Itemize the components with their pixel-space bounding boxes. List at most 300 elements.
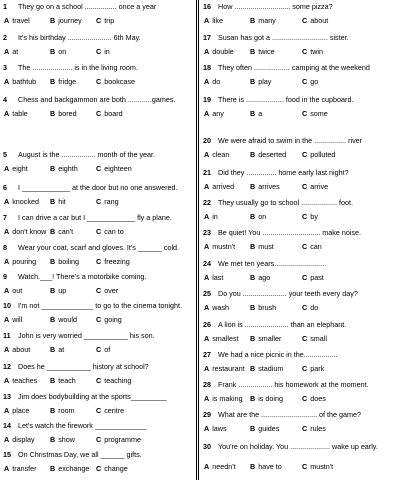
answer-option[interactable]	[50, 77, 76, 86]
answer-option[interactable]	[250, 109, 262, 118]
question-item	[200, 259, 401, 287]
answer-option[interactable]	[204, 109, 224, 118]
answer-option[interactable]	[204, 394, 243, 403]
question-text: Be quiet! You ............................. make noise.	[218, 228, 362, 237]
option-text: teaching	[104, 376, 132, 385]
answer-option[interactable]	[204, 150, 229, 159]
question-item	[0, 2, 195, 30]
question-text: Do you ...................... your teeth every day?	[218, 289, 358, 298]
answer-option[interactable]	[302, 462, 333, 471]
answer-option[interactable]	[250, 150, 286, 159]
option-letter: A	[4, 435, 10, 444]
answer-options	[202, 364, 401, 373]
question-item	[200, 380, 401, 408]
answer-option[interactable]	[96, 164, 132, 173]
answer-option[interactable]	[250, 47, 275, 56]
option-text: guides	[258, 424, 280, 433]
question-item	[200, 410, 401, 438]
answer-option[interactable]	[50, 406, 75, 415]
option-text: do	[310, 303, 319, 312]
option-letter: C	[96, 16, 102, 25]
answer-option[interactable]	[204, 212, 218, 221]
option-letter: B	[250, 334, 256, 343]
answer-options	[202, 150, 401, 159]
option-text: hit	[58, 197, 66, 206]
option-text: twin	[310, 47, 323, 56]
question-number: 13	[3, 392, 11, 401]
option-letter: B	[250, 182, 256, 191]
answer-options	[2, 77, 195, 86]
option-text: room	[58, 406, 75, 415]
answer-option[interactable]	[96, 109, 123, 118]
question-number: 19	[203, 95, 211, 104]
option-letter: C	[302, 334, 308, 343]
question-text: Did they ............... home early last night?	[218, 168, 349, 177]
question-item	[0, 150, 195, 178]
option-text: some	[310, 109, 328, 118]
answer-option[interactable]	[96, 464, 128, 473]
option-text: show	[58, 435, 75, 444]
answer-option[interactable]	[4, 77, 36, 86]
option-text: of	[104, 345, 111, 354]
option-text: can to	[104, 227, 124, 236]
question-text: Let's watch the firework _____________	[18, 421, 147, 430]
option-letter: C	[302, 242, 308, 251]
option-text: programme	[104, 435, 141, 444]
option-letter: B	[250, 462, 256, 471]
option-text: rang	[104, 197, 119, 206]
option-letter: A	[4, 286, 10, 295]
answer-options	[202, 462, 401, 471]
question-number: 8	[3, 243, 7, 252]
answer-option[interactable]	[204, 462, 236, 471]
question-text: Wear your coat, scarf and gloves. It's ______ cold.	[18, 243, 180, 252]
option-letter: C	[96, 197, 102, 206]
option-text: exchange	[58, 464, 90, 473]
option-text: change	[104, 464, 128, 473]
option-letter: C	[302, 16, 308, 25]
option-letter: C	[96, 257, 102, 266]
answer-option[interactable]	[50, 257, 79, 266]
answer-option[interactable]	[4, 197, 39, 206]
option-letter: B	[50, 406, 56, 415]
answer-option[interactable]	[50, 376, 76, 385]
answer-options	[202, 424, 401, 433]
option-letter: A	[204, 303, 210, 312]
option-letter: A	[4, 164, 10, 173]
answer-option[interactable]	[4, 315, 22, 324]
option-text: knocked	[12, 197, 39, 206]
option-text: display	[12, 435, 35, 444]
answer-options	[2, 464, 195, 473]
option-text: brush	[258, 303, 277, 312]
option-letter: C	[302, 109, 308, 118]
option-letter: A	[4, 227, 10, 236]
option-letter: B	[250, 77, 256, 86]
answer-option[interactable]	[302, 77, 318, 86]
answer-option[interactable]	[302, 109, 328, 118]
option-letter: C	[302, 77, 308, 86]
option-text: smallest	[212, 334, 239, 343]
answer-option[interactable]	[302, 334, 327, 343]
answer-option[interactable]	[96, 315, 122, 324]
answer-options	[2, 197, 195, 206]
question-number: 16	[203, 2, 211, 11]
option-letter: A	[204, 77, 210, 86]
answer-option[interactable]	[250, 242, 274, 251]
answer-options	[202, 47, 401, 56]
option-text: bored	[58, 109, 77, 118]
option-letter: C	[302, 182, 308, 191]
question-item	[0, 392, 195, 420]
answer-option[interactable]	[302, 212, 318, 221]
option-letter: B	[50, 47, 56, 56]
option-text: go	[310, 77, 319, 86]
option-letter: B	[50, 435, 56, 444]
question-number: 14	[3, 421, 11, 430]
option-text: travel	[12, 16, 30, 25]
answer-option[interactable]	[4, 257, 36, 266]
option-letter: B	[250, 47, 256, 56]
option-text: can	[310, 242, 322, 251]
answer-options	[2, 16, 195, 25]
question-text: We were afraid to swim in the ................ river	[218, 136, 363, 145]
question-number: 21	[203, 168, 211, 177]
answer-option[interactable]	[204, 364, 245, 373]
option-letter: C	[96, 406, 102, 415]
answer-option[interactable]	[204, 424, 227, 433]
option-text: place	[12, 406, 30, 415]
option-text: play	[258, 77, 272, 86]
answer-options	[202, 182, 401, 191]
question-item	[200, 228, 401, 256]
question-item	[200, 33, 401, 61]
answer-option[interactable]	[50, 16, 82, 25]
option-text: restaurant	[212, 364, 245, 373]
option-text: at	[58, 345, 65, 354]
answer-option[interactable]	[302, 273, 324, 282]
answer-option[interactable]	[302, 242, 322, 251]
option-text: over	[104, 286, 119, 295]
answer-options	[202, 394, 401, 403]
answer-option[interactable]	[302, 424, 326, 433]
option-letter: B	[50, 227, 56, 236]
option-text: eighth	[58, 164, 78, 173]
question-text: On Christmas Day, we all ______ gifts.	[18, 450, 142, 459]
answer-option[interactable]	[4, 345, 30, 354]
answer-option[interactable]	[204, 182, 234, 191]
option-letter: B	[50, 286, 56, 295]
option-letter: C	[302, 150, 308, 159]
option-letter: A	[204, 242, 210, 251]
answer-option[interactable]	[302, 182, 328, 191]
option-text: trip	[104, 16, 115, 25]
question-number: 6	[3, 183, 7, 192]
answer-options	[202, 212, 401, 221]
option-letter: B	[250, 424, 256, 433]
option-letter: A	[4, 345, 10, 354]
answer-option[interactable]	[204, 273, 223, 282]
option-text: about	[12, 345, 31, 354]
answer-option[interactable]	[204, 334, 239, 343]
option-text: must	[258, 242, 274, 251]
question-number: 4	[3, 95, 7, 104]
answer-option[interactable]	[50, 197, 66, 206]
question-text: The .................... is in the living room.	[18, 63, 138, 72]
answer-option[interactable]	[96, 286, 118, 295]
answer-options	[2, 47, 195, 56]
answer-option[interactable]	[250, 334, 281, 343]
answer-option[interactable]	[302, 394, 326, 403]
option-text: freezing	[104, 257, 130, 266]
answer-option[interactable]	[250, 212, 266, 221]
answer-option[interactable]	[50, 286, 66, 295]
question-item	[200, 95, 401, 123]
answer-option[interactable]	[96, 77, 135, 86]
option-text: is doing	[258, 394, 283, 403]
answer-option[interactable]	[50, 315, 77, 324]
question-item	[0, 33, 195, 61]
answer-option[interactable]	[250, 182, 280, 191]
option-text: does	[310, 394, 326, 403]
answer-option[interactable]	[204, 77, 220, 86]
option-letter: B	[50, 257, 56, 266]
option-text: will	[12, 315, 23, 324]
answer-options	[2, 257, 195, 266]
question-text: We met ten years..........................	[218, 259, 327, 268]
question-text: They go on a school ................ once a year	[18, 2, 157, 11]
question-number: 12	[3, 362, 11, 371]
answer-option[interactable]	[4, 16, 30, 25]
option-letter: A	[204, 212, 210, 221]
answer-option[interactable]	[302, 16, 328, 25]
question-item	[0, 450, 195, 478]
option-text: can't	[58, 227, 74, 236]
answer-option[interactable]	[204, 16, 223, 25]
option-text: arrives	[258, 182, 280, 191]
answer-options	[2, 376, 195, 385]
question-text: It's his birthday ...................... 6th May.	[18, 33, 141, 42]
answer-option[interactable]	[96, 376, 131, 385]
option-letter: A	[204, 364, 210, 373]
question-item	[200, 198, 401, 226]
answer-option[interactable]	[4, 464, 37, 473]
question-text: You're on holiday. You .................... wake up early.	[218, 442, 378, 451]
question-item	[200, 289, 401, 317]
answer-options	[202, 16, 401, 25]
option-letter: A	[204, 150, 210, 159]
question-number: 25	[203, 289, 211, 298]
option-letter: B	[250, 273, 256, 282]
option-text: bookcase	[104, 77, 135, 86]
option-letter: A	[4, 315, 10, 324]
answer-option[interactable]	[250, 273, 270, 282]
question-text: Jim does bodybuilding at the sports_________	[18, 392, 167, 401]
option-letter: A	[204, 424, 210, 433]
option-letter: C	[302, 364, 308, 373]
question-text: Susan has got a ............................ sister.	[218, 33, 349, 42]
answer-option[interactable]	[302, 364, 324, 373]
answer-option[interactable]	[250, 77, 271, 86]
option-letter: B	[250, 212, 256, 221]
option-letter: A	[4, 109, 10, 118]
option-text: don't know	[12, 227, 47, 236]
question-number: 23	[203, 228, 211, 237]
answer-option[interactable]	[96, 257, 130, 266]
option-text: journey	[58, 16, 82, 25]
option-text: fridge	[58, 77, 77, 86]
answer-options	[202, 334, 401, 343]
answer-option[interactable]	[250, 424, 279, 433]
option-text: past	[310, 273, 324, 282]
option-letter: C	[96, 77, 102, 86]
question-number: 22	[203, 198, 211, 207]
option-letter: B	[50, 315, 56, 324]
option-text: teaches	[12, 376, 38, 385]
question-number: 9	[3, 272, 7, 281]
answer-option[interactable]	[96, 16, 114, 25]
answer-option[interactable]	[4, 435, 35, 444]
option-letter: B	[250, 364, 256, 373]
question-number: 1	[3, 2, 7, 11]
option-text: about	[310, 16, 329, 25]
option-letter: C	[302, 394, 308, 403]
question-text: Chess and backgammon are both ............games.	[18, 95, 176, 104]
answer-option[interactable]	[204, 242, 235, 251]
option-letter: C	[302, 47, 308, 56]
question-number: 11	[3, 331, 11, 340]
answer-option[interactable]	[96, 406, 124, 415]
answer-option[interactable]	[96, 345, 110, 354]
question-text: I'm not _____________ to go to the cinema tonight.	[18, 301, 183, 310]
answer-option[interactable]	[250, 303, 276, 312]
question-text: A lion is ...................... than an elephant.	[218, 320, 347, 329]
option-text: transfer	[12, 464, 37, 473]
question-text: I ____________ at the door but no one answered.	[18, 183, 178, 192]
option-letter: C	[302, 424, 308, 433]
answer-option[interactable]	[50, 164, 78, 173]
answer-option[interactable]	[96, 227, 124, 236]
answer-option[interactable]	[50, 227, 73, 236]
question-item	[200, 2, 401, 30]
answer-option[interactable]	[204, 47, 234, 56]
option-letter: A	[4, 257, 10, 266]
option-letter: B	[50, 77, 56, 86]
option-letter: B	[50, 464, 56, 473]
option-letter: B	[50, 197, 56, 206]
option-letter: B	[50, 109, 56, 118]
question-number: 17	[203, 33, 211, 42]
answer-option[interactable]	[50, 464, 89, 473]
option-text: twice	[258, 47, 275, 56]
answer-options	[2, 315, 195, 324]
answer-options	[2, 164, 195, 173]
option-text: pouring	[12, 257, 37, 266]
option-letter: A	[4, 376, 10, 385]
option-text: like	[212, 16, 223, 25]
answer-option[interactable]	[4, 47, 18, 56]
question-item	[200, 350, 401, 378]
option-text: out	[12, 286, 23, 295]
answer-option[interactable]	[4, 227, 46, 236]
answer-option[interactable]	[250, 462, 282, 471]
option-letter: C	[96, 109, 102, 118]
option-text: at	[12, 47, 19, 56]
answer-option[interactable]	[96, 197, 119, 206]
question-item	[0, 421, 195, 449]
answer-option[interactable]	[250, 16, 276, 25]
answer-option[interactable]	[96, 47, 110, 56]
option-text: eight	[12, 164, 28, 173]
answer-option[interactable]	[4, 164, 28, 173]
left-column	[0, 0, 195, 480]
answer-option[interactable]	[96, 435, 141, 444]
answer-options	[2, 109, 195, 118]
question-number: 24	[203, 259, 211, 268]
answer-options	[2, 227, 195, 236]
answer-option[interactable]	[4, 286, 22, 295]
option-letter: C	[96, 227, 102, 236]
answer-option[interactable]	[4, 109, 28, 118]
answer-option[interactable]	[50, 109, 77, 118]
answer-option[interactable]	[50, 435, 75, 444]
option-letter: C	[96, 286, 102, 295]
option-text: up	[58, 286, 67, 295]
option-text: stadium	[258, 364, 284, 373]
option-letter: C	[96, 345, 102, 354]
answer-option[interactable]	[204, 303, 229, 312]
question-text: August is the ................. month of the year.	[18, 150, 156, 159]
answer-options	[202, 109, 401, 118]
option-text: any	[212, 109, 224, 118]
question-text: I can drive a car but I ____________ fly a plane.	[18, 213, 172, 222]
option-letter: B	[250, 150, 256, 159]
answer-option[interactable]	[250, 394, 283, 403]
answer-option[interactable]	[250, 364, 283, 373]
option-text: polluted	[310, 150, 336, 159]
option-letter: B	[50, 16, 56, 25]
option-text: wash	[212, 303, 229, 312]
answer-option[interactable]	[50, 47, 66, 56]
option-text: smaller	[258, 334, 282, 343]
answer-option[interactable]	[50, 345, 64, 354]
question-text: We had a nice picnic in the.................	[218, 350, 338, 359]
option-letter: A	[204, 47, 210, 56]
column-divider	[196, 0, 199, 480]
option-text: small	[310, 334, 327, 343]
question-number: 27	[203, 350, 211, 359]
option-letter: C	[302, 303, 308, 312]
option-letter: B	[250, 16, 256, 25]
question-number: 10	[3, 301, 11, 310]
option-letter: A	[4, 197, 10, 206]
answer-options	[202, 242, 401, 251]
option-text: on	[58, 47, 67, 56]
answer-option[interactable]	[302, 303, 318, 312]
option-text: going	[104, 315, 122, 324]
question-item	[200, 320, 401, 348]
option-text: bathtub	[12, 77, 37, 86]
option-text: many	[258, 16, 276, 25]
answer-options	[2, 286, 195, 295]
option-letter: C	[302, 273, 308, 282]
question-item	[200, 168, 401, 196]
answer-option[interactable]	[302, 47, 323, 56]
answer-option[interactable]	[4, 376, 37, 385]
option-letter: A	[204, 394, 210, 403]
answer-option[interactable]	[302, 150, 335, 159]
answer-option[interactable]	[4, 406, 29, 415]
